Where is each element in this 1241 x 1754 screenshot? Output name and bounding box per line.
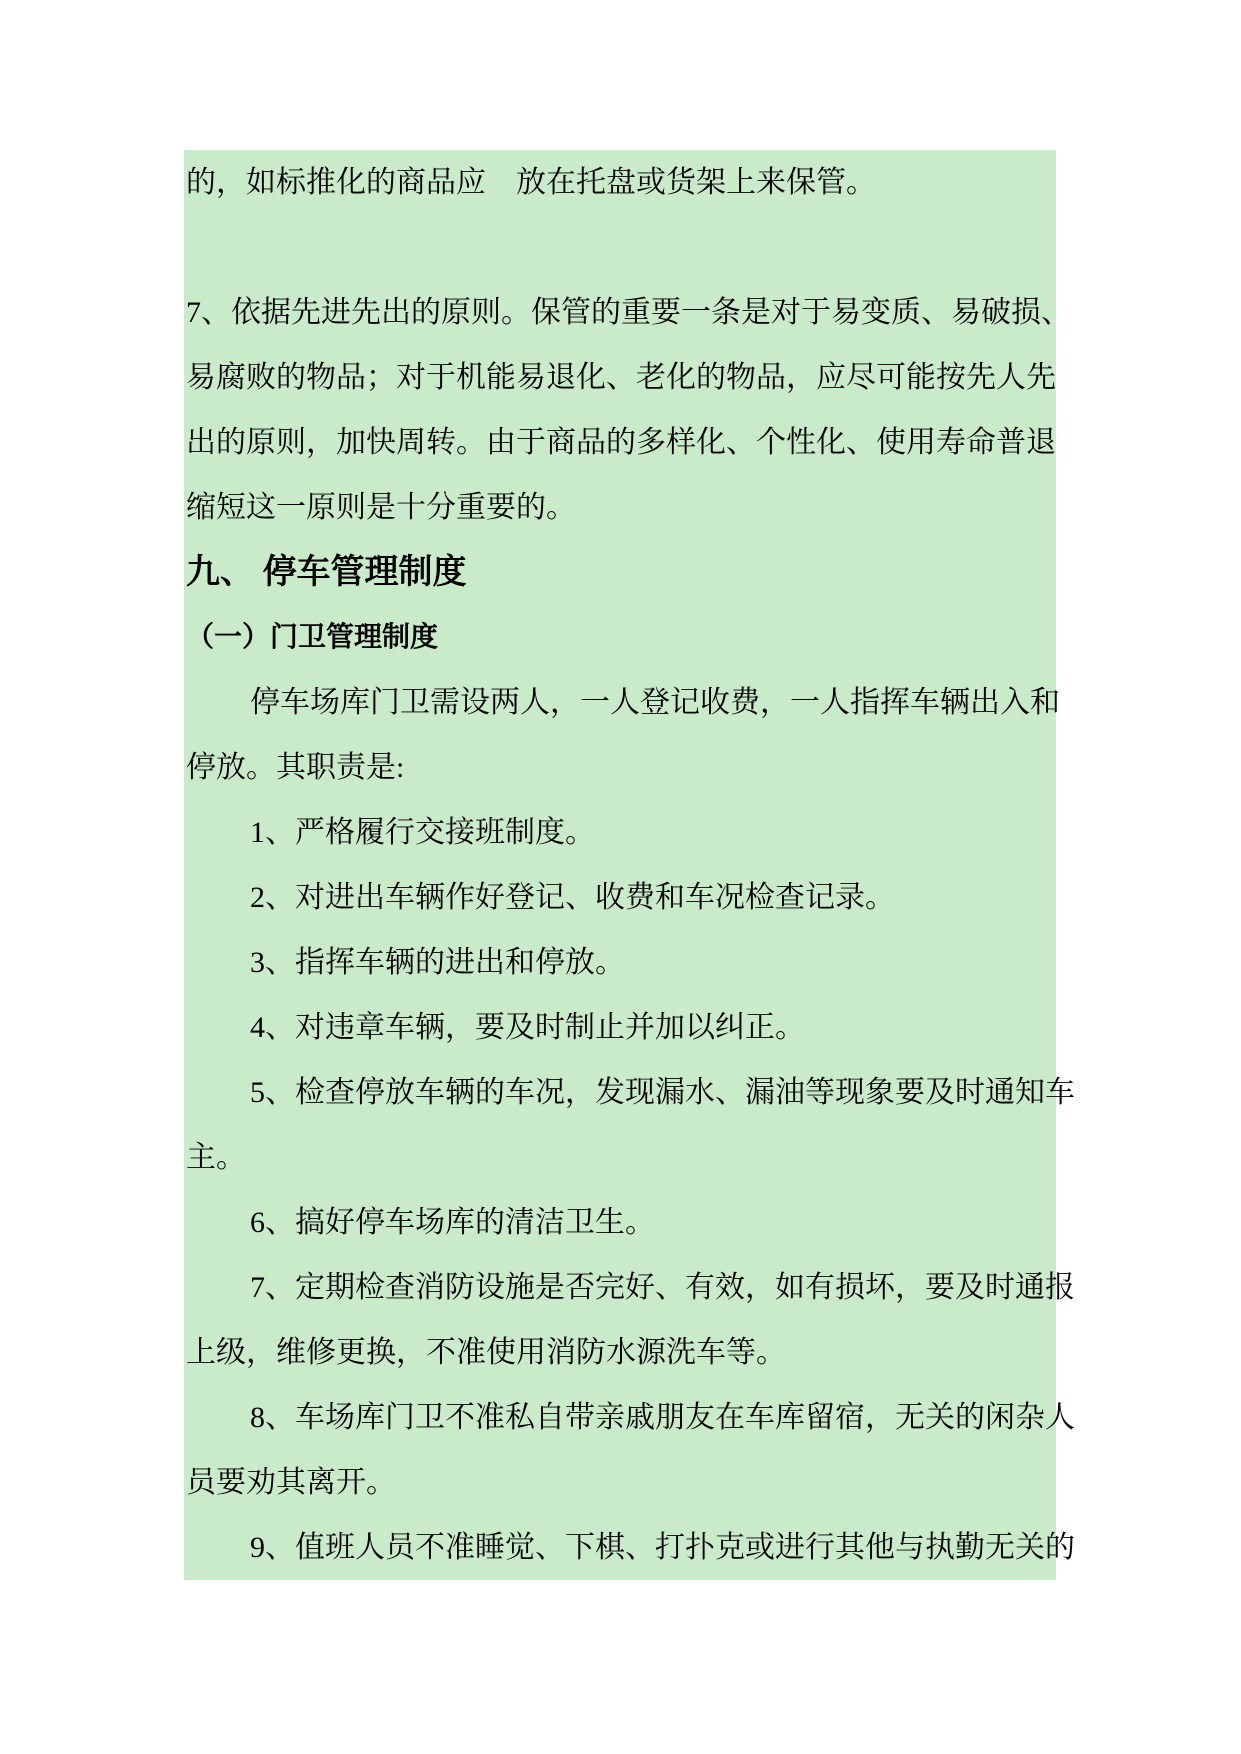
text-line: 的，如标推化的商品应 放在托盘或货架上来保管。 [186, 166, 876, 199]
section-heading: 九、 停车管理制度 [186, 554, 467, 591]
list-item: 9、值班人员不准睡觉、下棋、打扑克或进行其他与执勤无关的 [250, 1531, 1075, 1564]
text-line: 出的原则，加快周转。由于商品的多样化、个性化、使用寿命普退 [186, 426, 1056, 459]
text-line: 缩短这一原则是十分重要的。 [186, 491, 576, 524]
list-item: 7、定期检查消防设施是否完好、有效，如有损坏，要及时通报 [250, 1271, 1075, 1304]
list-item: 1、严格履行交接班制度。 [250, 816, 595, 849]
text-line: 主。 [186, 1141, 246, 1174]
list-item: 6、搞好停车场库的清洁卫生。 [250, 1206, 655, 1239]
list-item: 4、对违章车辆，要及时制止并加以纠正。 [250, 1011, 805, 1044]
list-item: 2、对进出车辆作好登记、收费和车况检查记录。 [250, 881, 895, 914]
text-line: 停车场库门卫需设两人，一人登记收费，一人指挥车辆出入和 [250, 686, 1060, 719]
subsection-heading: （一）门卫管理制度 [186, 622, 439, 653]
list-item: 5、检查停放车辆的车况，发现漏水、漏油等现象要及时通知车 [250, 1076, 1075, 1109]
list-item: 8、车场库门卫不准私自带亲戚朋友在车库留宿，无关的闲杂人 [250, 1401, 1075, 1434]
text-line: 停放。其职责是: [186, 751, 405, 784]
list-item: 3、指挥车辆的进出和停放。 [250, 946, 625, 979]
text-line: 易腐败的物品；对于机能易退化、老化的物品，应尽可能按先人先 [186, 361, 1056, 394]
text-line: 员要劝其离开。 [186, 1466, 396, 1499]
text-line: 上级，维修更换，不准使用消防水源洗车等。 [186, 1336, 786, 1369]
highlighted-text-block [184, 150, 1075, 1580]
blank-line [184, 215, 1056, 280]
text-line: 7、依据先进先出的原则。保管的重要一条是对于易变质、易破损、 [186, 296, 1071, 329]
